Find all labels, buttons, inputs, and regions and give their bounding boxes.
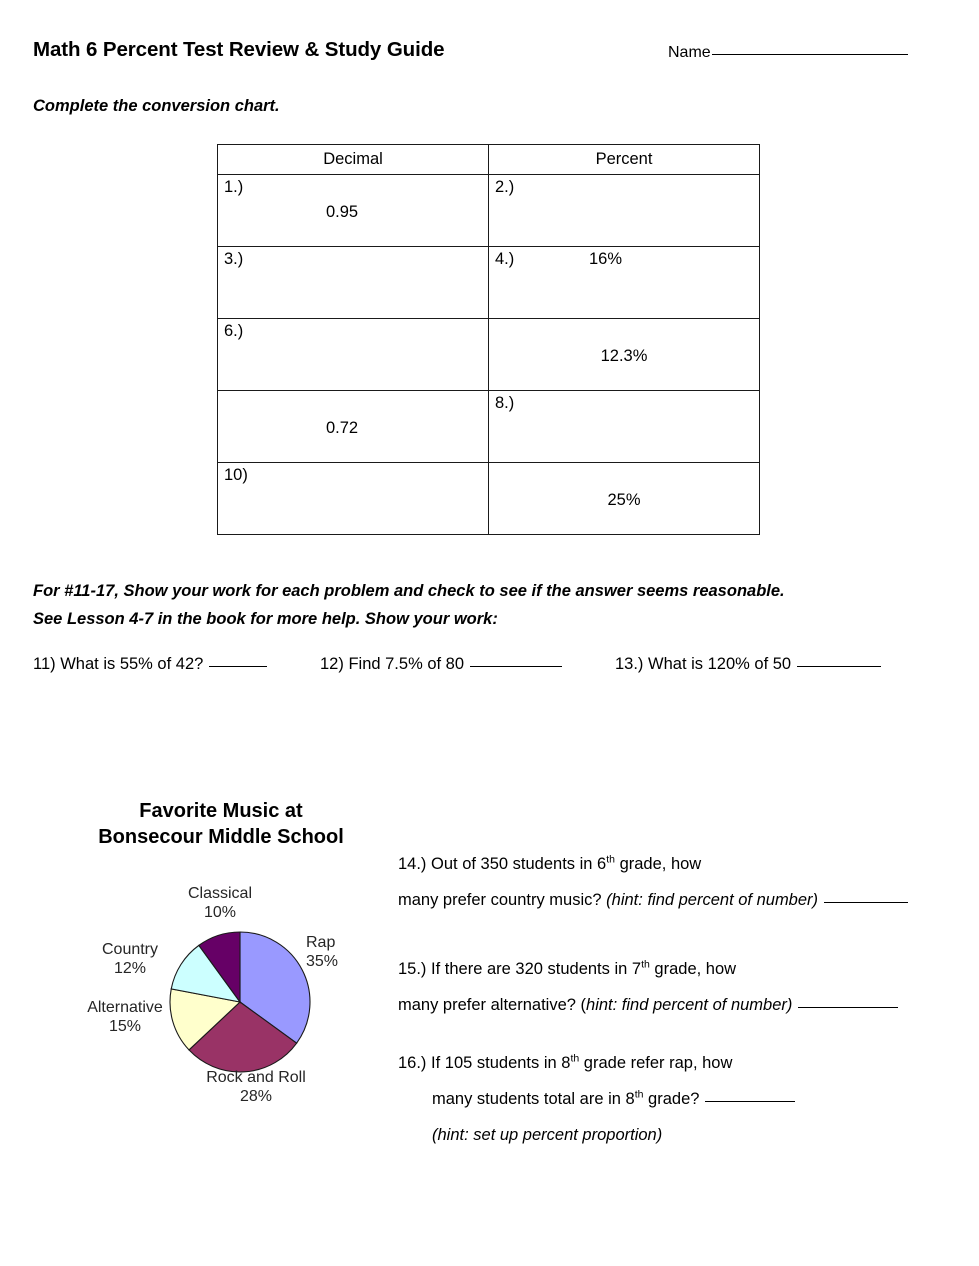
question-14-line2-plain: many prefer country music? bbox=[398, 891, 607, 909]
item-number: 10) bbox=[224, 466, 248, 484]
pie-label-rock-and-roll-value: 28% bbox=[239, 1088, 273, 1105]
question-12-text: Find 7.5% of 80 bbox=[348, 655, 465, 673]
cell-decimal-10[interactable] bbox=[218, 463, 489, 535]
cell-percent-11[interactable] bbox=[489, 463, 760, 535]
cell-value: 0.72 bbox=[325, 419, 359, 437]
item-number: 3.) bbox=[224, 250, 244, 268]
cell-value: 25% bbox=[607, 491, 641, 509]
name-blank-line[interactable] bbox=[712, 54, 908, 55]
cell-percent-7[interactable] bbox=[489, 319, 760, 391]
question-16-line2-prefix: many students total are in 8 bbox=[432, 1090, 635, 1108]
item-number: 1.) bbox=[224, 178, 244, 196]
question-11-answer-blank[interactable] bbox=[209, 666, 267, 667]
pie-label-rock-and-roll bbox=[176, 1068, 336, 1106]
cell-percent-2[interactable] bbox=[489, 175, 760, 247]
question-14-hint: (hint: find percent of number) bbox=[606, 891, 819, 909]
cell-decimal-6[interactable] bbox=[218, 319, 489, 391]
ordinal-suffix: th bbox=[570, 1052, 580, 1065]
question-16-hint: (hint: set up percent proportion) bbox=[432, 1126, 663, 1144]
column-header-decimal: Decimal bbox=[218, 145, 489, 175]
instruction-show-work-line1: For #11-17, Show your work for each problem and check to see if the answer seems reasonable. bbox=[33, 582, 785, 600]
question-14-line2 bbox=[398, 891, 908, 910]
pie-label-classical bbox=[172, 884, 268, 922]
question-16-line3 bbox=[398, 1126, 662, 1145]
question-15-answer-blank[interactable] bbox=[798, 1007, 898, 1008]
question-13-number: 13.) bbox=[615, 655, 644, 673]
question-15-line1-prefix: 15.) If there are 320 students in 7 bbox=[398, 960, 642, 978]
item-number: 4.) bbox=[495, 250, 515, 268]
table-row bbox=[218, 175, 760, 247]
question-11-text: What is 55% of 42? bbox=[60, 655, 204, 673]
pie-label-rock-and-roll-name: Rock and Roll bbox=[206, 1069, 306, 1086]
pie-label-country-name: Country bbox=[101, 941, 159, 958]
name-field-block bbox=[668, 44, 908, 62]
pie-label-rap-name: Rap bbox=[306, 934, 336, 951]
table-row bbox=[218, 463, 760, 535]
question-13 bbox=[615, 655, 881, 674]
pie-label-classical-value: 10% bbox=[203, 904, 237, 921]
ordinal-suffix: th bbox=[634, 1088, 644, 1101]
pie-label-alternative bbox=[70, 998, 180, 1036]
pie-label-country-value: 12% bbox=[113, 960, 147, 977]
chart-title-line2: Bonsecour Middle School bbox=[98, 826, 344, 848]
table-row bbox=[218, 319, 760, 391]
cell-value: 16% bbox=[589, 250, 623, 268]
cell-decimal-1[interactable] bbox=[218, 175, 489, 247]
question-16-answer-blank[interactable] bbox=[705, 1101, 795, 1102]
cell-value: 0.95 bbox=[325, 203, 359, 221]
instruction-conversion-chart: Complete the conversion chart. bbox=[33, 97, 280, 115]
question-16-line1-prefix: 16.) If 105 students in 8 bbox=[398, 1054, 571, 1072]
item-number: 6.) bbox=[224, 322, 244, 340]
pie-chart-figure bbox=[56, 790, 386, 1130]
question-14-answer-blank[interactable] bbox=[824, 902, 908, 903]
pie-label-country bbox=[82, 940, 178, 978]
question-15-line1-suffix: grade, how bbox=[649, 960, 737, 978]
cell-percent-4[interactable] bbox=[489, 247, 760, 319]
item-number: 8.) bbox=[495, 394, 515, 412]
cell-decimal-7[interactable] bbox=[218, 391, 489, 463]
pie-label-classical-name: Classical bbox=[187, 885, 252, 902]
chart-title-line1: Favorite Music at bbox=[139, 800, 303, 822]
question-16-line1-suffix: grade refer rap, how bbox=[579, 1054, 733, 1072]
cell-percent-8[interactable] bbox=[489, 391, 760, 463]
table-header-row bbox=[218, 145, 760, 175]
column-header-percent: Percent bbox=[489, 145, 760, 175]
name-label: Name bbox=[668, 44, 711, 61]
question-15-hint: hint: find percent of number) bbox=[586, 996, 793, 1014]
question-14-line1 bbox=[398, 855, 701, 874]
question-15-line1 bbox=[398, 960, 736, 979]
pie-label-alternative-value: 15% bbox=[108, 1018, 142, 1035]
table-row bbox=[218, 391, 760, 463]
ordinal-suffix: th bbox=[641, 958, 650, 971]
cell-decimal-3[interactable] bbox=[218, 247, 489, 319]
question-12-number: 12) bbox=[320, 655, 344, 673]
question-12-answer-blank[interactable] bbox=[470, 666, 562, 667]
question-15-line2-plain: many prefer alternative? ( bbox=[398, 996, 587, 1014]
item-number: 2.) bbox=[495, 178, 515, 196]
pie-label-rap-value: 35% bbox=[306, 953, 339, 970]
question-12 bbox=[320, 655, 562, 674]
pie-label-alternative-name: Alternative bbox=[87, 999, 163, 1016]
question-13-text: What is 120% of 50 bbox=[648, 655, 792, 673]
cell-value: 12.3% bbox=[600, 347, 648, 365]
pie-slice-group bbox=[170, 932, 310, 1072]
question-13-answer-blank[interactable] bbox=[797, 666, 881, 667]
page-title: Math 6 Percent Test Review & Study Guide bbox=[33, 38, 445, 61]
conversion-table bbox=[217, 144, 760, 535]
table-row bbox=[218, 247, 760, 319]
question-14-line1-suffix: grade, how bbox=[614, 855, 702, 873]
ordinal-suffix: th bbox=[606, 853, 615, 866]
question-11 bbox=[33, 655, 267, 674]
question-16-line2-suffix: grade? bbox=[643, 1090, 700, 1108]
question-16-line2 bbox=[398, 1090, 795, 1109]
instruction-show-work bbox=[33, 577, 943, 633]
instruction-show-work-line2: See Lesson 4-7 in the book for more help. Show your work: bbox=[33, 610, 498, 628]
question-11-number: 11) bbox=[33, 655, 56, 673]
question-14-line1-prefix: 14.) Out of 350 students in 6 bbox=[398, 855, 607, 873]
question-15-line2 bbox=[398, 996, 898, 1015]
question-16-line1 bbox=[398, 1054, 732, 1073]
pie-label-rap bbox=[306, 933, 386, 971]
